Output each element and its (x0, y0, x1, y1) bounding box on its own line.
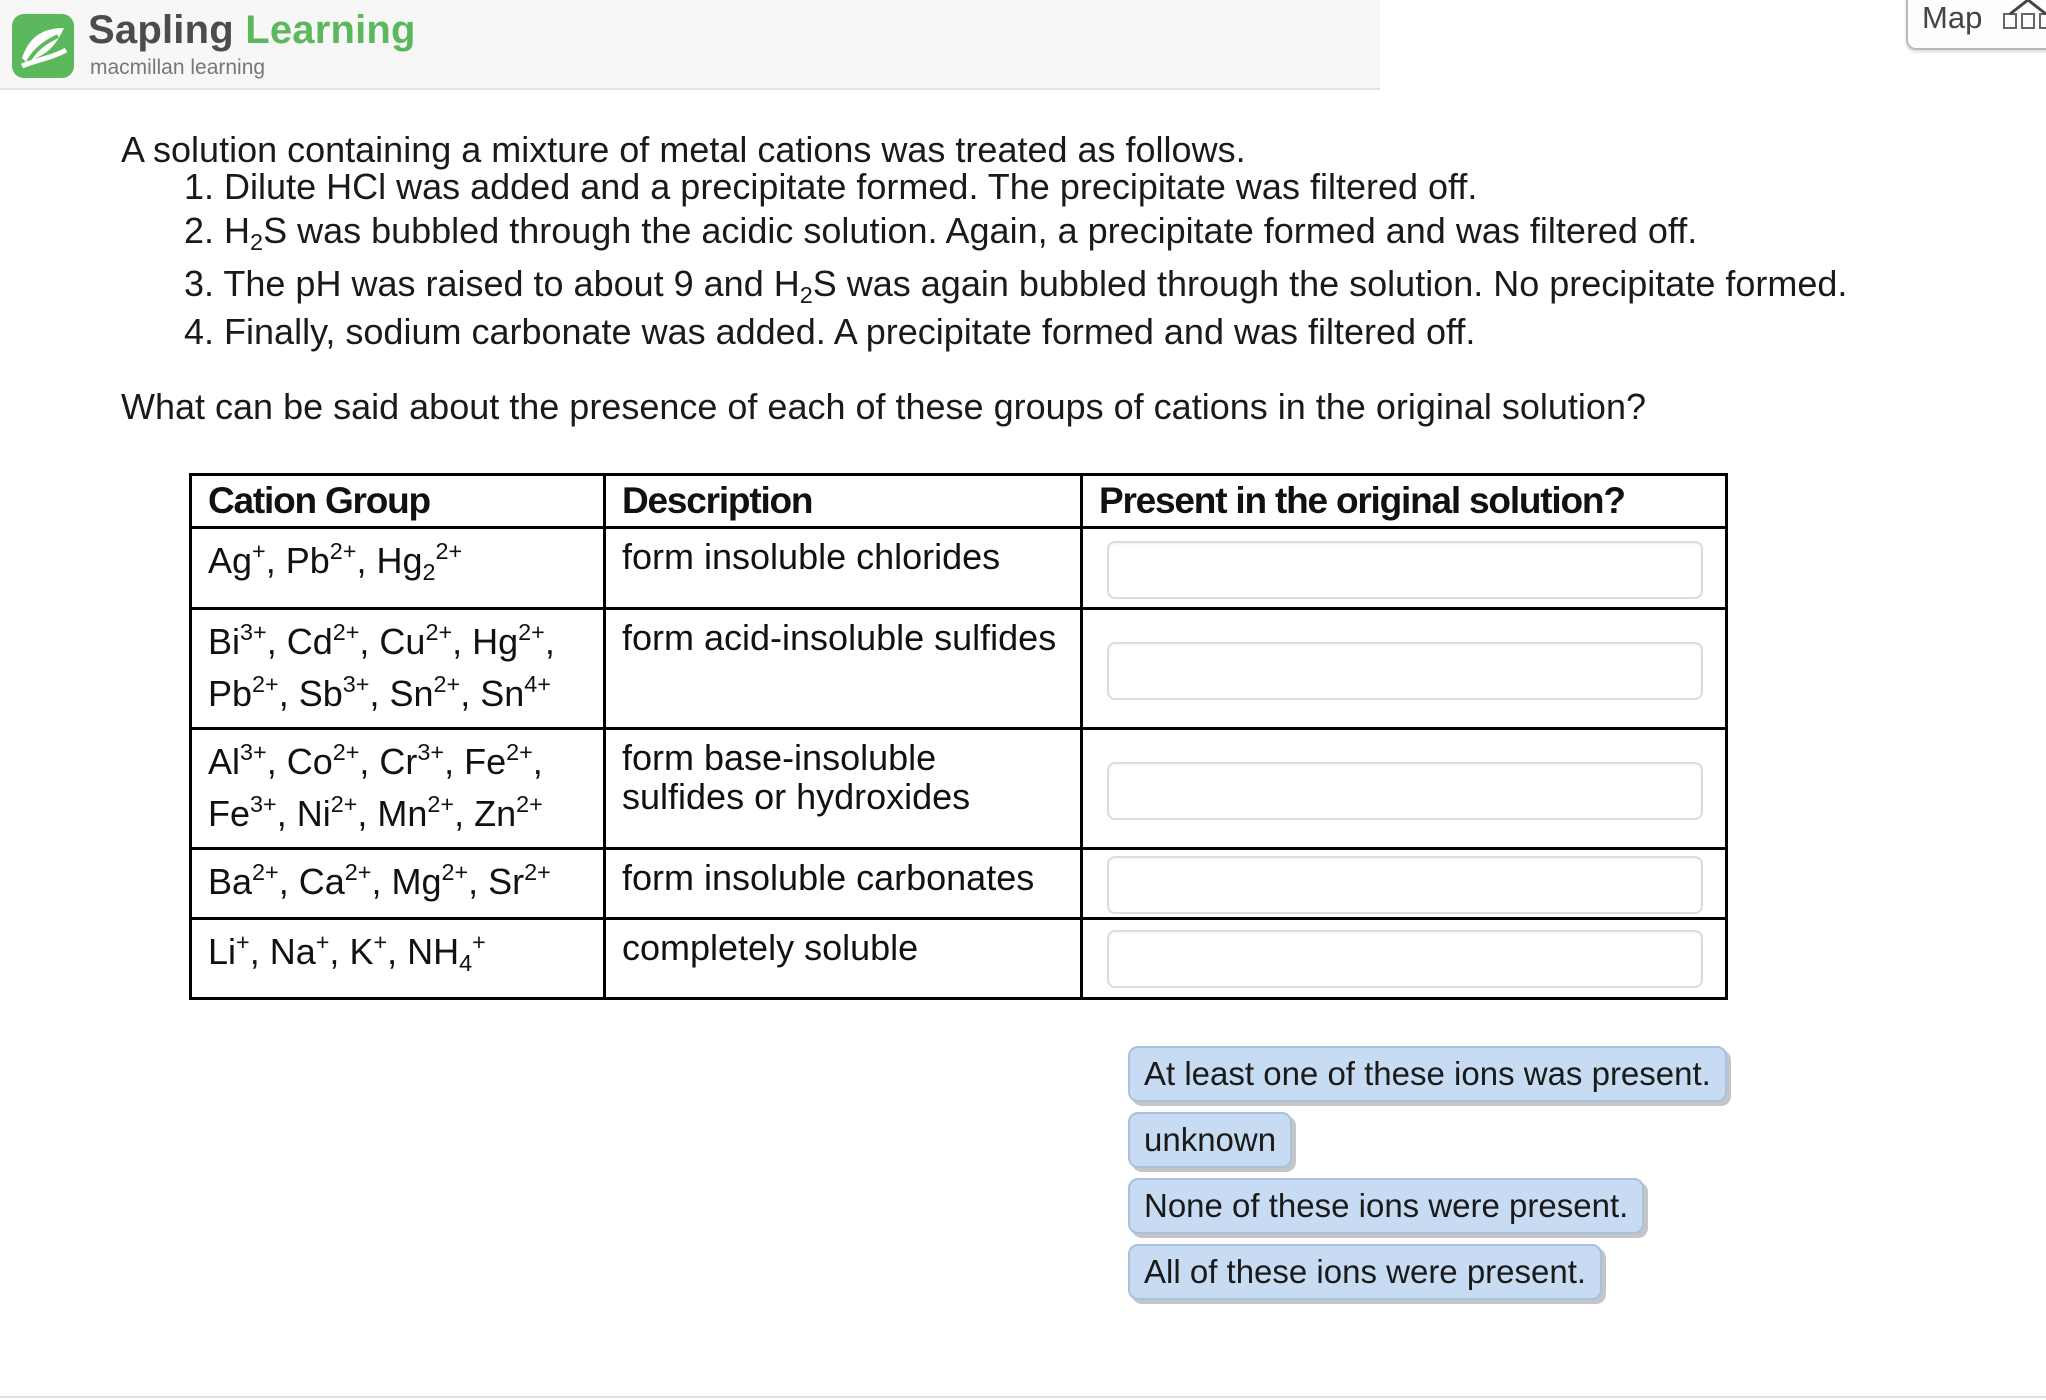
brand-title: Sapling Learning (88, 8, 416, 52)
answer-cell (1082, 919, 1727, 999)
answer-drop-zone[interactable] (1107, 930, 1703, 988)
answer-cell (1082, 729, 1727, 849)
answer-cell (1082, 849, 1727, 919)
table-row (191, 528, 1727, 609)
answer-chip-at-least-one[interactable]: At least one of these ions was present. (1128, 1046, 1727, 1102)
header-cation-group: Cation Group (191, 475, 605, 528)
answer-drop-zone[interactable] (1107, 762, 1703, 820)
description-cell: form base-insoluble sulfides or hydroxides (605, 729, 1082, 849)
ion-list: Ag+, $Pb^{2+}$, $Hg_2^{2+}$ (208, 537, 463, 586)
map-button-label: Map (1922, 0, 1983, 35)
cation-table (189, 473, 1728, 1000)
step-4: 4. Finally, sodium carbonate was added. A precipitate formed and was filtered off. (184, 311, 1476, 352)
answer-cell (1082, 528, 1727, 609)
table-header-row (191, 475, 1727, 528)
description-cell: form insoluble carbonates (605, 849, 1082, 919)
cation-group-cell (191, 849, 605, 919)
description-cell: form acid-insoluble sulfides (605, 609, 1082, 729)
sapling-leaf-icon (12, 14, 74, 78)
answer-drop-zone[interactable] (1107, 541, 1703, 599)
step-1: 1. Dilute HCl was added and a precipitate formed. The precipitate was filtered off. (184, 166, 1478, 207)
cation-group-cell (191, 528, 605, 609)
step-3: 3. The pH was raised to about 9 and $H_2S$ was again bubbled through the solution. No precipitate formed. (184, 263, 1848, 309)
answer-chip-none[interactable]: None of these ions were present. (1128, 1178, 1644, 1234)
question-text: What can be said about the presence of each of these groups of cations in the original solution? (121, 386, 1646, 427)
description-cell: form insoluble chlorides (605, 528, 1082, 609)
map-icon (2000, 0, 2046, 34)
answer-chip-unknown[interactable]: unknown (1128, 1112, 1292, 1168)
app-header (0, 0, 1380, 90)
problem-intro: A solution containing a mixture of metal cations was treated as follows. (121, 129, 1246, 170)
answer-chip-all[interactable]: All of these ions were present. (1128, 1244, 1602, 1300)
description-cell: completely soluble (605, 919, 1082, 999)
table-row (191, 919, 1727, 999)
ion-list: $Bi^{3+}$, $Cd^{2+}$, $Cu^{2+}$, $Hg^{2+}$, $Pb^{2+}$, $Sb^{3+}$, $Sn^{2+}$, $Sn^{4+}$ (208, 618, 555, 714)
ion-list: $Ba^{2+}$, $Ca^{2+}$, $Mg^{2+}$, $Sr^{2+}$ (208, 858, 551, 902)
table-row (191, 609, 1727, 729)
answer-drop-zone[interactable] (1107, 856, 1703, 914)
map-button[interactable] (1906, 0, 2046, 50)
answer-drop-zone[interactable] (1107, 642, 1703, 700)
step-2: 2. $H_2S$ was bubbled through the acidic solution. Again, a precipitate formed and was filtered off. (184, 210, 1698, 256)
header-present: Present in the original solution? (1082, 475, 1727, 528)
table-row (191, 849, 1727, 919)
header-description: Description (605, 475, 1082, 528)
footer-divider (0, 1396, 2046, 1398)
brand-subtitle: macmillan learning (90, 56, 266, 79)
ion-list: $Al^{3+}$, $Co^{2+}$, $Cr^{3+}$, $Fe^{2+}$, $Fe^{3+}$, $Ni^{2+}$, $Mn^{2+}$, $Zn^{2+}$ (208, 738, 543, 834)
answer-cell (1082, 609, 1727, 729)
ion-list: Li+, Na+, K+, $NH_4^+$ (208, 928, 486, 977)
cation-group-cell (191, 609, 605, 729)
table-row (191, 729, 1727, 849)
cation-group-cell (191, 729, 605, 849)
cation-group-cell (191, 919, 605, 999)
